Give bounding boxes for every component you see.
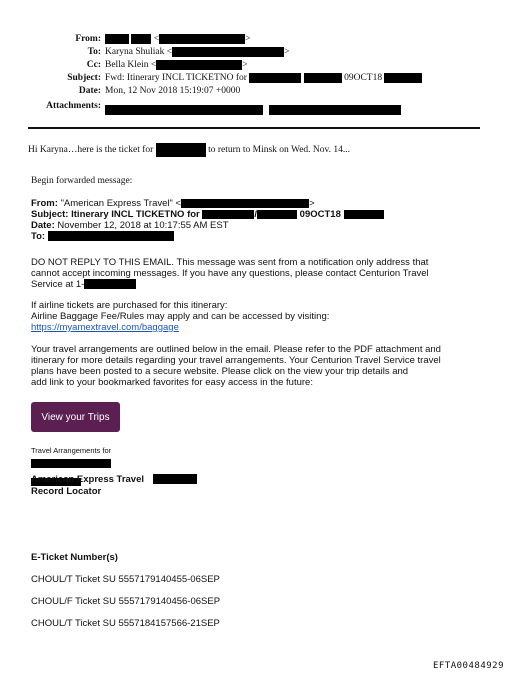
notice-line-3 [31, 279, 136, 291]
ticket-item: CHOUL/T Ticket SU 5557179140455-06SEP [31, 574, 220, 585]
notice-line-2: cannot accept incoming messages. If you have any questions, please contact Centurion Travel [31, 268, 429, 279]
attachment-redacted[interactable] [269, 105, 401, 115]
header-subject-value [105, 73, 422, 83]
cc-label-wrap [0, 60, 101, 70]
redaction-box [181, 199, 309, 208]
header-date-label: Date: [78, 86, 101, 96]
arrangements-line-3: plans have been posted to a secure website. Please click on the view your trip details and [31, 366, 409, 377]
angle-close: > [245, 34, 251, 45]
redaction-box [48, 231, 174, 241]
fwd-date-label: Date: [31, 220, 55, 231]
header-cc-value [105, 60, 248, 70]
subject-label-wrap [0, 73, 101, 83]
record-locator-label: Record Locator [31, 486, 102, 497]
angle-close: > [309, 198, 315, 209]
redaction-box [172, 47, 284, 57]
header-date-value: Mon, 12 Nov 2018 15:19:07 +0000 [105, 86, 241, 96]
baggage-line-1: If airline tickets are purchased for this itinerary: [31, 300, 228, 311]
arrangements-line-1: Your travel arrangements are outlined below in the email. Please refer to the PDF attachment and [31, 344, 441, 355]
redaction-box [384, 73, 422, 83]
fwd-subject-line: Subject: Itinerary INCL TICKETNO for / 09OCT18 [31, 209, 384, 221]
intro-line [28, 143, 350, 157]
subject-tail: 09OCT18 [344, 73, 383, 84]
fwd-subject-label: Subject: [31, 209, 69, 220]
fwd-from-label: From: [31, 198, 58, 209]
redaction-box [84, 279, 136, 289]
forwarded-label: Begin forwarded message: [31, 176, 133, 186]
header-subject-label: Subject: [67, 73, 101, 83]
fwd-from-line [31, 198, 315, 210]
notice-line-1: DO NOT REPLY TO THIS EMAIL. This message was sent from a notification only address that [31, 257, 429, 268]
fwd-subject-value: Itinerary INCL TICKETNO for [71, 209, 200, 220]
header-attachments-label: Attachments: [46, 101, 101, 111]
header-to-label: To: [87, 47, 101, 57]
fwd-from-value: "American Express Travel" < [60, 198, 182, 209]
date-label-wrap [0, 86, 101, 96]
redaction-box [202, 210, 254, 219]
header-cc-label: Cc: [86, 60, 101, 70]
header-divider [28, 127, 480, 129]
redaction-box [153, 474, 197, 484]
intro-after: to return to Minsk on Wed. Nov. 14... [208, 145, 351, 156]
arrangements-line-2: itinerary for more details regarding your travel arrangements. Your Centurion Travel Service travel [31, 355, 441, 366]
subject-text: Fwd: Itinerary INCL TICKETNO for [105, 73, 247, 84]
eticket-heading: E-Ticket Number(s) [31, 552, 118, 563]
attachments-list [105, 101, 401, 119]
travel-arrangements-label: Travel Arrangements for [31, 446, 112, 455]
attachments-label-wrap [0, 101, 101, 111]
fwd-to-line [31, 231, 174, 243]
service-phone-prefix: Service at 1- [31, 279, 85, 290]
redaction-box [31, 459, 111, 468]
arrangements-line-4: add link to your bookmarked favorites for easy access in the future: [31, 377, 313, 388]
redaction-box [249, 73, 301, 83]
intro-before: Hi Karyna…here is the ticket for [28, 145, 154, 156]
redaction-box [159, 34, 245, 44]
header-from-value [105, 34, 250, 44]
baggage-link[interactable]: https://myamextravel.com/baggage [31, 322, 179, 333]
view-your-trips-button[interactable]: View your Trips [31, 402, 120, 432]
redaction-box [131, 34, 151, 44]
from-label-wrap [0, 34, 101, 44]
redaction-box [257, 210, 297, 219]
fwd-subject-tail: 09OCT18 [299, 209, 341, 220]
amex-travel-line [31, 474, 197, 486]
angle-close: > [242, 60, 248, 71]
redaction-box [105, 34, 129, 44]
header-to-value [105, 47, 289, 57]
redaction-box [344, 210, 384, 219]
angle-open: < [153, 34, 160, 45]
cc-recipient: Bella Klein < [105, 60, 157, 71]
baggage-line-2: Airline Baggage Fee/Rules may apply and can be accessed by visiting: [31, 311, 330, 322]
fwd-date-value: November 12, 2018 at 10:17:55 AM EST [57, 220, 229, 231]
redaction-box [156, 143, 206, 157]
document-id: EFTA00484929 [432, 661, 504, 671]
amex-travel-label: American Express Travel [31, 474, 145, 485]
ticket-item: CHOUL/F Ticket SU 5557179140456-06SEP [31, 596, 221, 607]
to-recipient: Karyna Shuliak < [105, 47, 173, 58]
fwd-to-label: To: [31, 231, 46, 242]
redaction-box [304, 73, 342, 83]
fwd-date-line [31, 220, 229, 232]
header-from-label: From: [75, 34, 101, 44]
to-label-wrap [0, 47, 101, 57]
angle-close: > [284, 47, 290, 58]
ticket-item: CHOUL/T Ticket SU 5557184157566-21SEP [31, 618, 220, 629]
attachment-redacted[interactable] [105, 105, 263, 115]
redaction-box [156, 60, 242, 70]
